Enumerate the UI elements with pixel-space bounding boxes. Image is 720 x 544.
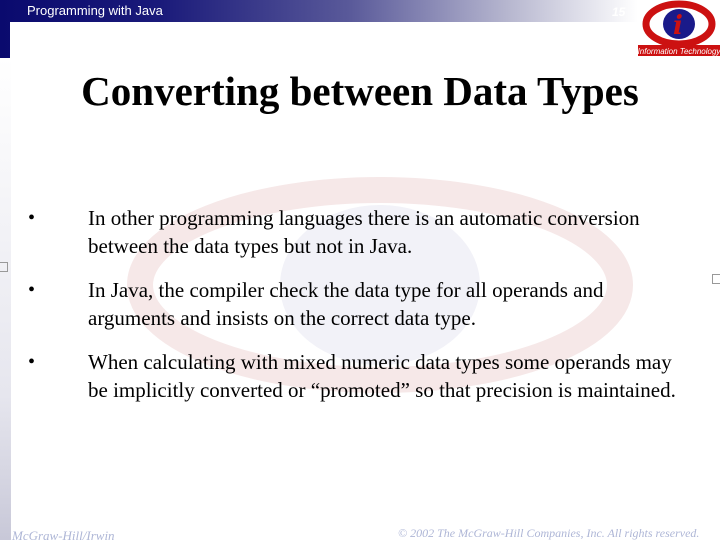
left-decoration [0,58,11,540]
copyright-footer: © 2002 The McGraw-Hill Companies, Inc. All rights reserved. [398,526,700,540]
logo-text: Information Technology [638,47,720,56]
svg-text:i: i [673,11,683,41]
bullet-text: When calculating with mixed numeric data types some operands may be implicitly converted or “promoted” so that precision is maintained. [88,350,676,402]
bullet-list [28,204,688,420]
publisher-footer: McGraw-Hill/Irwin [12,528,115,543]
bullet-marker: • [28,207,36,229]
list-item [28,348,688,404]
bullet-text: In other programming languages there is an automatic conversion between the data types but not in Java. [88,206,640,258]
list-item [28,204,688,260]
information-technology-logo [638,0,720,58]
list-item [28,276,688,332]
bullet-marker: • [28,351,36,373]
bullet-text: In Java, the compiler check the data type for all operands and arguments and insists on the correct data type. [88,278,604,330]
header-underlay [10,22,638,58]
left-side-mark [0,262,8,272]
slide-title: Converting between Data Types [81,68,639,114]
bullet-marker: • [28,279,36,301]
right-side-mark [712,274,720,284]
page-number: 15 [612,5,626,19]
course-title: Programming with Java [27,3,163,18]
